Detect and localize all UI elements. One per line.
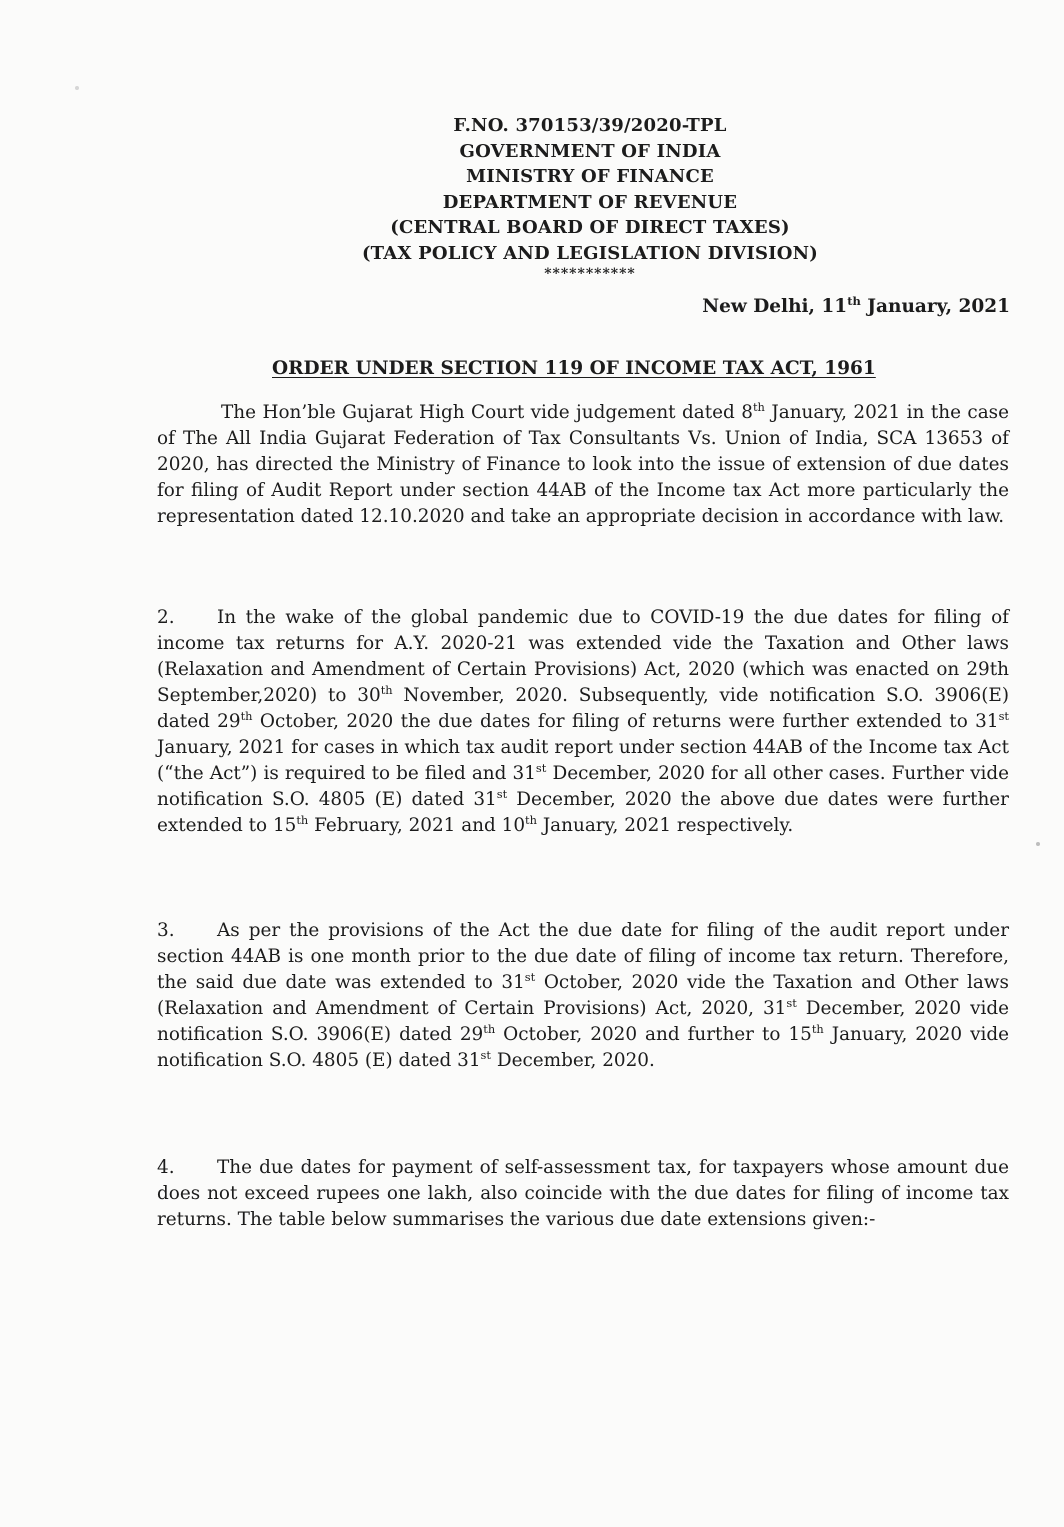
letterhead: [340, 113, 840, 282]
government-name: GOVERNMENT OF INDIA: [459, 140, 721, 162]
paragraph-number: 4.: [157, 1157, 175, 1178]
order-title: ORDER UNDER SECTION 119 OF INCOME TAX ACT, 1961: [272, 358, 876, 379]
division-name: (TAX POLICY AND LEGISLATION DIVISION): [361, 242, 819, 264]
paragraph-1: The Hon’ble Gujarat High Court vide judgement dated 8th January, 2021 in the case of The All India Gujarat Federation of Tax Consultants Vs. Union of India, SCA 13653 of 2020, has directed the Ministry of Finance to look into the issue of extension of due dates for filing of Audit Report under section 44AB of the Income tax Act more particularly the representation dated 12.10.2020 and take an appropriate decision in accordance with law.: [157, 399, 1009, 527]
file-number: F.NO. 370153/39/2020-TPL: [453, 115, 727, 136]
separator-stars: ***********: [544, 266, 636, 282]
department-name: DEPARTMENT OF REVENUE: [442, 191, 738, 213]
paragraph-2: 2. In the wake of the global pandemic due to COVID-19 the due dates for filing of income tax returns for A.Y. 2020-21 was extended vide the Taxation and Other laws (Relaxation and Amendment of Certain Provisions) Act, 2020 (which was enacted on 29th September,2020) to 30th November, 2020. Subsequently, vide notification S.O. 3906(E) dated 29th October, 2020 the due dates for filing of returns were further extended to 31st January, 2021 for cases in which tax audit report under section 44AB of the Income tax Act (“the Act”) is required to be filed and 31st December, 2020 for all other cases. Further vide notification S.O. 4805 (E) dated 31st December, 2020 the above due dates were further extended to 15th February, 2021 and 10th January, 2021 respectively.: [157, 607, 1010, 836]
scan-speck: [75, 86, 79, 90]
board-name: (CENTRAL BOARD OF DIRECT TAXES): [390, 217, 790, 238]
paragraph-3: 3. As per the provisions of the Act the due date for filing of the audit report under section 44AB is one month prior to the due date of filing of income tax return. Therefore, the said due date was extended to 31st October, 2020 vide the Taxation and Other laws (Relaxation and Amendment of Certain Provisions) Act, 2020, 31st December, 2020 vide notification S.O. 3906(E) dated 29th October, 2020 and further to 15th January, 2020 vide notification S.O. 4805 (E) dated 31st December, 2020.: [157, 920, 1009, 1071]
paragraph-4: 4. The due dates for payment of self-assessment tax, for taxpayers whose amount due does not exceed rupees one lakh, also coincide with the due dates for filing of income tax returns. The table below summarises the various due date extensions given:-: [157, 1157, 1009, 1230]
paragraph-number: 2.: [157, 607, 175, 628]
scan-speck: [1036, 842, 1040, 846]
ministry-name: MINISTRY OF FINANCE: [466, 166, 714, 187]
place-and-date: New Delhi, 11th January, 2021: [702, 293, 1010, 317]
paragraph-number: 3.: [157, 920, 175, 941]
